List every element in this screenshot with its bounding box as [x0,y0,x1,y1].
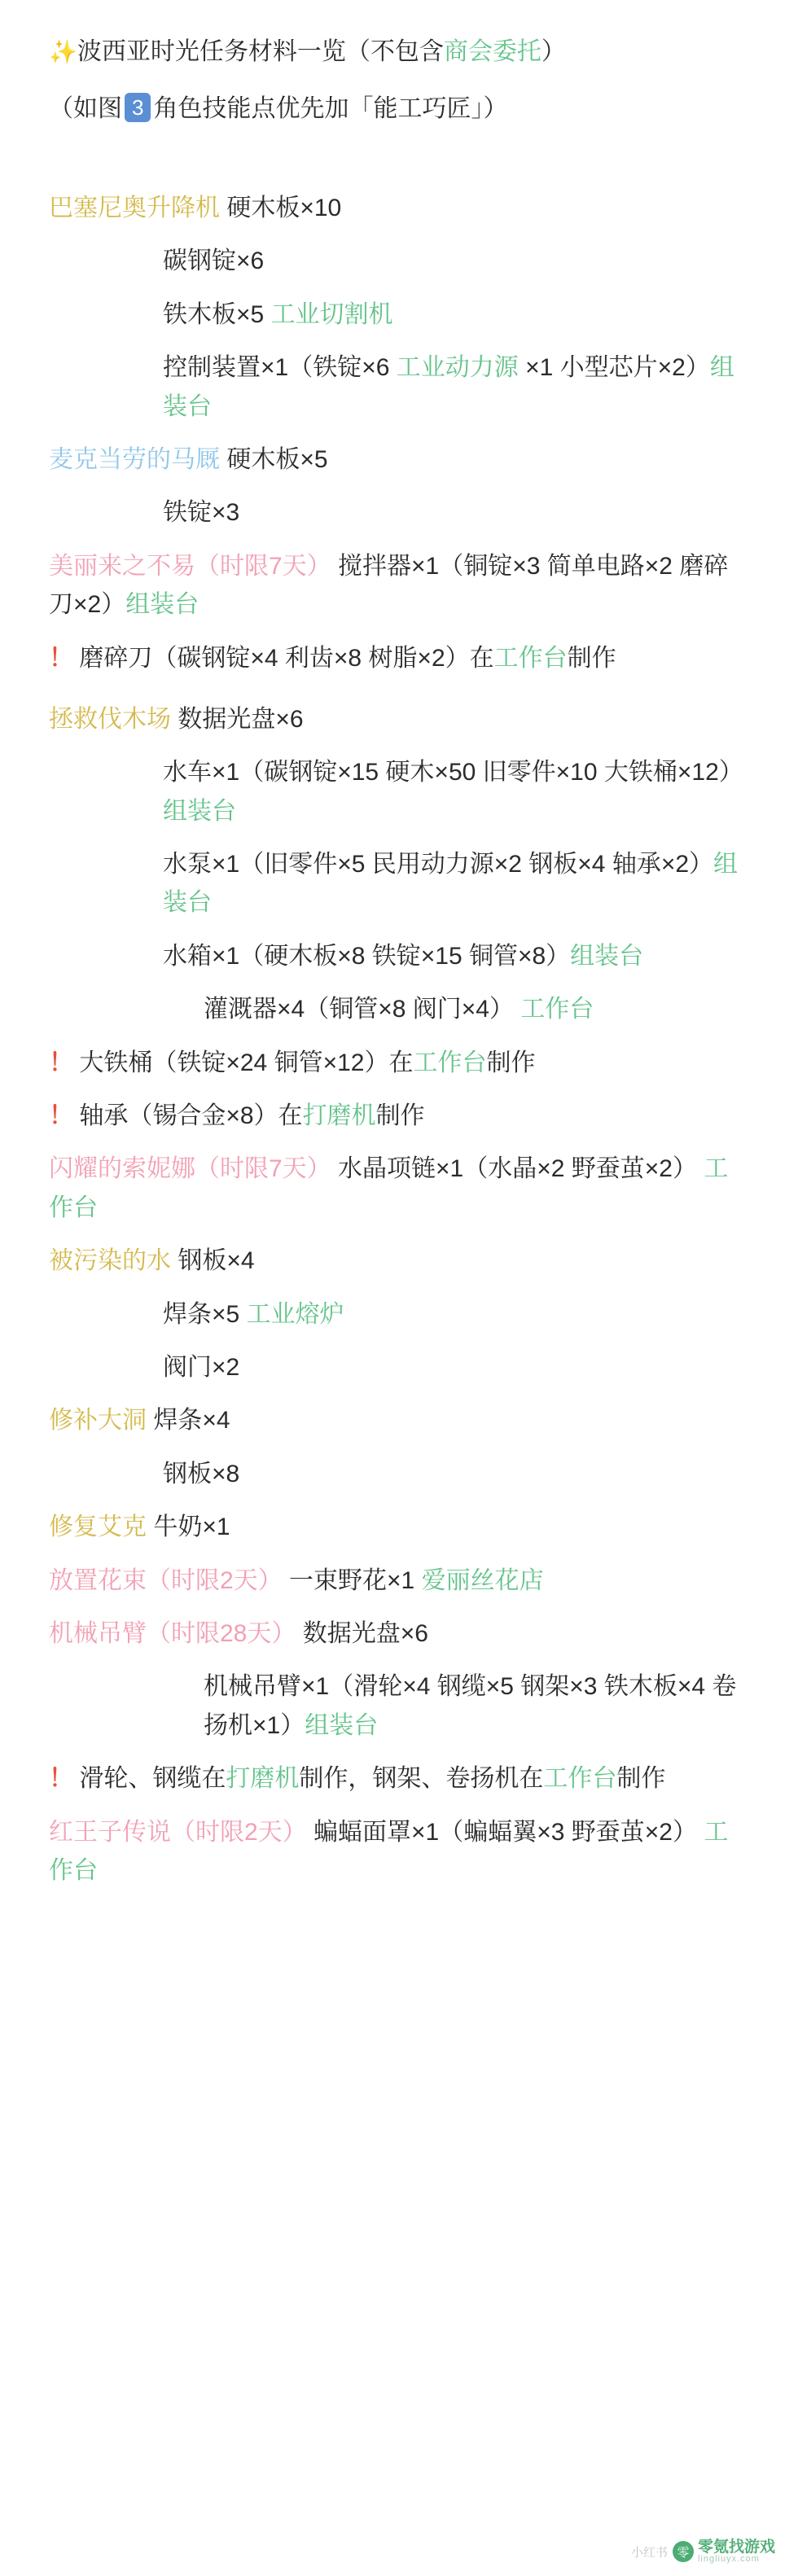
quest-entry-row [49,1614,749,1653]
material-text: 水晶项链×1（水晶×2 野蚕茧×2） [338,1155,697,1183]
quest-title: 闪耀的索妮娜 [49,1155,195,1183]
quest-entry-row [49,1508,749,1546]
warning-icon: ！ [49,644,72,672]
quest-title: 美丽来之不易 [49,552,195,580]
material-text: 阀门×2 [163,1353,240,1381]
spacer [49,147,749,189]
note-row [49,1097,749,1135]
material-text: 水箱×1（硬木板×8 铁锭×15 铜管×8） [163,942,571,970]
watermark [631,2539,775,2565]
material-text: 铁锭×3 [163,499,240,527]
material-text: 机械吊臂×1（滑轮×4 钢缆×5 钢架×3 铁木板×4 卷扬机×1） [204,1673,737,1739]
material-row [49,845,749,922]
note-text: 大铁桶（铁锭×24 铜管×12）在 [79,1049,414,1076]
warning-icon: ！ [49,1049,72,1076]
warning-icon: ！ [49,1765,72,1793]
quest-time-limit: （时限2天） [171,1818,307,1846]
crafting-station: 打磨机 [226,1765,300,1793]
crafting-station: 组装台 [163,851,739,917]
material-text: 碳钢锭×6 [163,248,265,275]
page-subtitle-post: 角色技能点优先加「能工巧匠」） [153,95,508,122]
material-text: 牛奶×1 [153,1514,230,1541]
material-text: 硬木板×10 [226,195,342,221]
quest-entry-row [49,1150,749,1227]
material-text: 一束野花×1 [289,1566,415,1594]
crafting-station: 组装台 [570,942,644,970]
warning-icon: ！ [49,1102,72,1130]
material-row [49,1455,749,1493]
quest-entry-row [49,700,749,738]
material-row [49,242,749,280]
crafting-station: 组装台 [305,1711,379,1739]
material-text: 蝙蝠面罩×1（蝙蝠翼×3 野蚕茧×2） [314,1818,697,1846]
crafting-station: 组装台 [125,591,200,619]
quest-entry-row [49,189,749,227]
note-row [49,1759,749,1798]
watermark-small-text: 小红书 [630,2545,668,2560]
quest-title: 机械吊臂 [49,1619,147,1647]
crafting-station: 工作台 [520,996,594,1023]
crafting-station: 工作台 [413,1049,487,1076]
material-text-cont: ×1 小型芯片×2） [525,354,710,382]
crafting-station: 工业熔炉 [246,1300,344,1328]
material-text: 水泵×1（旧零件×5 民用动力源×2 钢板×4 轴承×2） [163,851,714,878]
note-text: 滑轮、钢缆在 [79,1765,226,1793]
crafting-station: 工作台 [49,1818,729,1884]
crafting-station: 工业动力源 [396,354,519,382]
page-title-text: 波西亚时光任务材料一览（不包含 [77,38,444,65]
quest-time-limit: （时限28天） [147,1619,296,1647]
watermark-brand-name: 零氪找游戏 [697,2538,775,2556]
quest-entry-row [49,547,749,624]
quest-entry-row [49,1242,749,1280]
quest-time-limit: （时限7天） [195,552,331,580]
material-row [49,1667,749,1745]
note-row [49,639,749,677]
watermark-logo [673,2539,775,2565]
quest-title: 巴塞尼奥升降机 [49,195,220,221]
quest-title: 修复艾克 [49,1514,147,1541]
material-row [49,1348,749,1387]
material-text: 焊条×5 [163,1300,240,1328]
material-text: 焊条×4 [153,1407,230,1435]
material-text: 钢板×8 [163,1460,240,1487]
material-text: 硬木板×5 [226,445,328,473]
material-text: 数据光盘×6 [178,705,304,733]
material-text: 铁木板×5 [163,300,265,328]
image-number-badge: 3 [125,93,151,122]
shop-name: 爱丽丝花店 [421,1566,544,1594]
quest-title: 被污染的水 [49,1247,171,1275]
material-text: 水车×1（碳钢锭×15 硬木×50 旧零件×10 大铁桶×12） [163,759,743,786]
quest-time-limit: （时限2天） [147,1566,283,1594]
material-text: 钢板×4 [178,1247,255,1275]
note-text-cont: 制作 [375,1102,425,1130]
quest-title: 放置花束 [49,1566,147,1594]
material-row [49,937,749,975]
page-subtitle-pre: （如图 [49,95,122,122]
note-text: 轴承（锡合金×8）在 [79,1102,303,1130]
watermark-brand-url: lingliuyx.com [697,2554,760,2565]
material-row [49,296,749,334]
quest-title: 拯救伐木场 [49,705,171,733]
material-row [49,348,749,426]
quest-title: 红王子传说 [49,1818,171,1846]
note-text-cont: 制作 [486,1049,536,1076]
material-row [49,990,749,1028]
note-row [49,1044,749,1082]
crafting-station: 工作台 [49,1155,729,1221]
material-row [49,1295,749,1334]
note-text: 磨碎刀（碳钢锭×4 利齿×8 树脂×2）在 [79,644,494,672]
quest-title: 麦克当劳的马厩 [49,445,220,473]
page-subtitle [49,90,749,129]
material-text: 搅拌器×1（铜锭×3 简单电路×2 磨碎刀×2） [49,552,729,619]
material-text: 数据光盘×6 [302,1619,428,1647]
crafting-station: 工作台 [493,644,568,672]
quest-title: 修补大洞 [49,1407,147,1435]
material-row [49,493,749,532]
page-title-tail: ） [541,38,566,65]
material-row [49,753,749,830]
watermark-logo-icon: 零 [673,2541,694,2562]
note-text-cont: 制作 [567,644,616,672]
quest-entry-row [49,1562,749,1600]
crafting-station: 工业切割机 [270,300,393,328]
quest-entry-row [49,440,749,479]
material-text: 控制装置×1（铁锭×6 [163,354,390,382]
quest-entry-row [49,1401,749,1439]
note-text-cont2: 制作 [616,1765,666,1793]
quest-time-limit: （时限7天） [195,1155,331,1183]
crafting-station: 组装台 [163,354,734,420]
material-text: 灌溉器×4（铜管×8 阀门×4） [204,996,514,1023]
quest-entry-row [49,1813,749,1890]
crafting-station: 打磨机 [302,1102,376,1130]
crafting-station: 工作台 [543,1765,617,1793]
page-title-shop-link: 商会委托 [443,38,542,65]
note-text-cont: 制作，钢架、卷扬机在 [299,1765,544,1793]
crafting-station: 组装台 [163,797,236,825]
sparkle-icon: ✨ [49,39,77,64]
page-title [49,33,749,72]
spacer [49,692,749,700]
